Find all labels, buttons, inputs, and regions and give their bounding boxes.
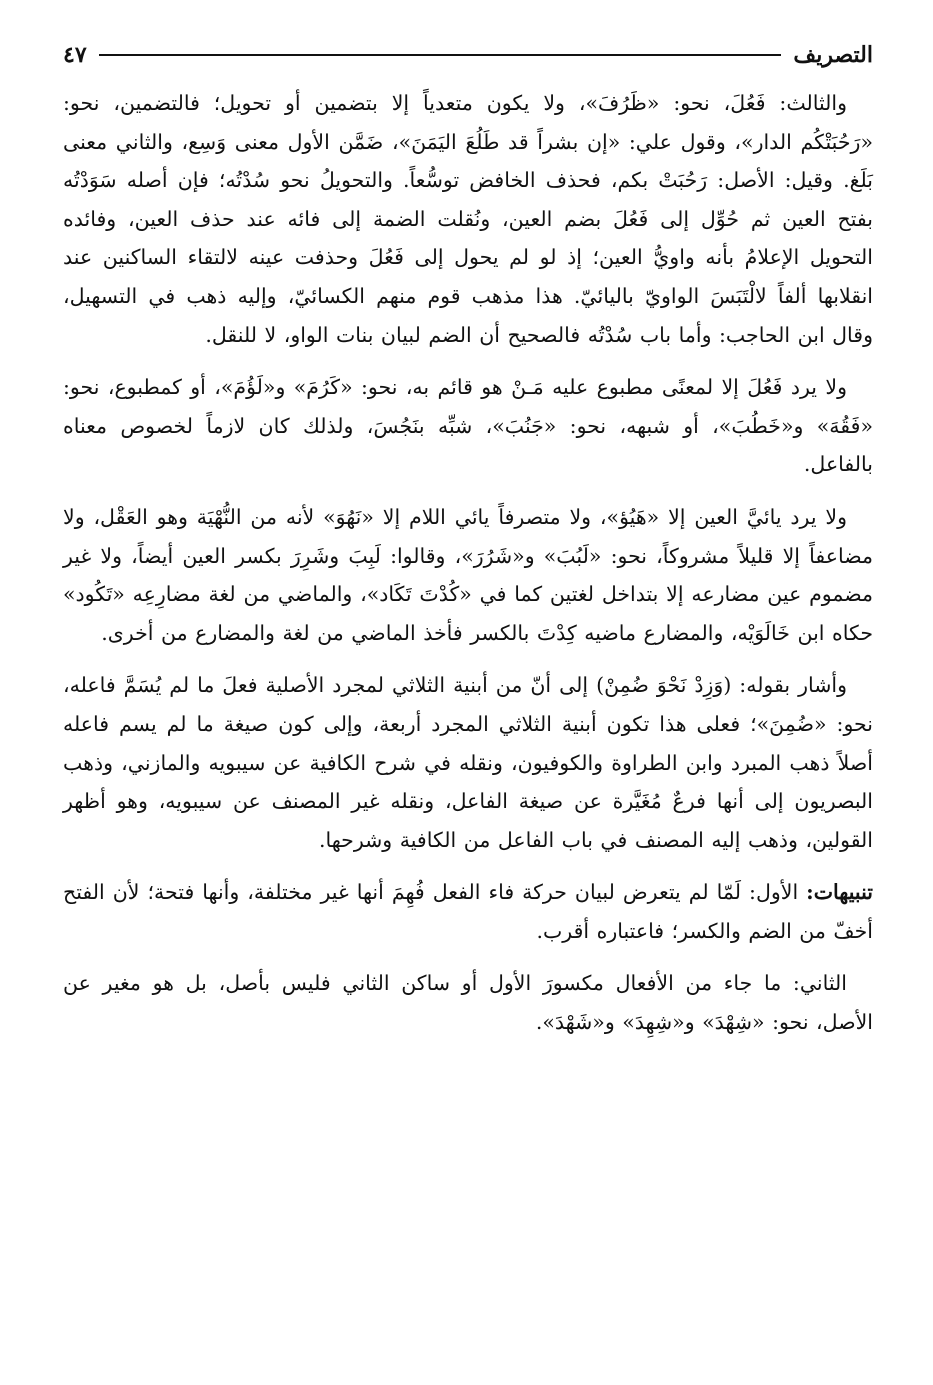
header-rule [99,54,782,56]
paragraph-passive [63,666,873,859]
paragraph-exceptions [63,498,873,652]
paragraph-text: ولا يرد فَعُلَ إلا لمعنًى مطبوع عليه مَـنْ هو قائم به، نحو: «كَرُمَ» و«لَؤُمَ»، أو كمطبوع، نحو: «فَقُهَ» و«خَطُبَ»، أو شبهه، نحو: «جَنُبَ»، شبِّه بنَجُسَ، ولذلك كان لازماً لخصوص معناه بالفاعل. [63,375,873,477]
paragraph-meaning [63,368,873,484]
chapter-title: التصريف [793,42,873,68]
paragraph-text: والثالث: فَعُلَ، نحو: «ظَرُفَ»، ولا يكون متعدياً إلا بتضمين أو تحويل؛ فالتضمين، نحو: «رَحُبَتْكُم الدار»، وقول علي: «إن بشراً قد طَلُعَ اليَمَنَ»، ضَمَّن الأول معنى وَسِع، والثاني معنى بَلَغ. وقيل: الأصل: رَحُبَتْ بكم، فحذف الخافض توسُّعاً. والتحويلُ نحو سُدْتُه؛ فإن أصله سَوَدْتُه بفتح العين ثم حُوِّل إلى فَعُلَ بضم العين، ونُقلت الضمة إلى فائه عند حذف العين، وفائده التحويل الإعلامُ بأنه واويُّ العين؛ إذ لو لم يحول إلى فَعُلَ وحذفت عينه لالتقاء الساكنين عند انقلابها ألفاً لالْتَبَسَ الواويّ باليائيّ. هذا مذهب قوم منهم الكسائيّ، وإليه ذهب في التسهيل، وقال ابن الحاجب: وأما باب سُدْتُه فالصحيح أن الضم لبيان بنات الواو، لا للنقل. [63,91,873,347]
paragraph-text: الأول: لَمّا لم يتعرض لبيان حركة فاء الفعل فُهِمَ أنها غير مختلفة، وأنها فتحة؛ لأن الفتح أخفّ من الضم والكسر؛ فاعتباره أقرب. [63,880,873,943]
paragraph-text: وأشار بقوله: (وَزِدْ نَحْوَ ضُمِنْ) إلى أنّ من أبنية الثلاثي لمجرد الأصلية فعلَ ما لم يُسَمَّ فاعله، نحو: «ضُمِنَ»؛ فعلى هذا تكون أبنية الثلاثي المجرد أربعة، وإلى كون صيغة ما لم يسم فاعله أصلاً ذهب المبرد وابن الطراوة والكوفيون، ونقله في شرح الكافية عن سيبويه والمازني، وذهب البصريون إلى أنها فرعٌ مُغَيَّرة عن صيغة الفاعل، ونقله غير المصنف عن سيبويه، وهو أظهر القولين، وذهب إليه المصنف في باب الفاعل من الكافية وشرحها. [63,673,873,852]
paragraph-third-form [63,84,873,354]
paragraph-notes-first [63,873,873,950]
page-number: ٤٧ [63,42,87,68]
running-header [63,32,873,78]
paragraph-text: ولا يرد يائيَّ العين إلا «هَيُؤ»، ولا متصرفاً يائي اللام إلا «نَهُوَ» لأنه من النُّهْيَة وهو العَقْل، ولا مضاعفاً إلا قليلاً مشروكاً، نحو: «لَبُبَ» و«شَرُرَ»، وقالوا: لَبِبَ وشَرِرَ بكسر العين أيضاً، ولا غير مضموم عين مضارعه إلا بتداخل لغتين كما في «كُدْتَ تَكَاد»، والماضي من لغة مضارِعِه «تَكُود» حكاه ابن خَالَوَيْه، والمضارع ماضيه كِدْتَ بالكسر فأخذ الماضي من لغة والمضارع من أخرى. [63,504,873,645]
book-page [63,32,873,1056]
page-body [63,84,873,1042]
paragraph-text: الثاني: ما جاء من الأفعال مكسورَ الأول أو ساكن الثاني فليس بأصل، بل هو مغير عن الأصل، نحو: «شِهْدَ» و«شِهِدَ» و«شَهْدَ». [63,971,873,1035]
notes-heading: تنبيهات: [806,880,873,905]
paragraph-notes-second [63,964,873,1041]
